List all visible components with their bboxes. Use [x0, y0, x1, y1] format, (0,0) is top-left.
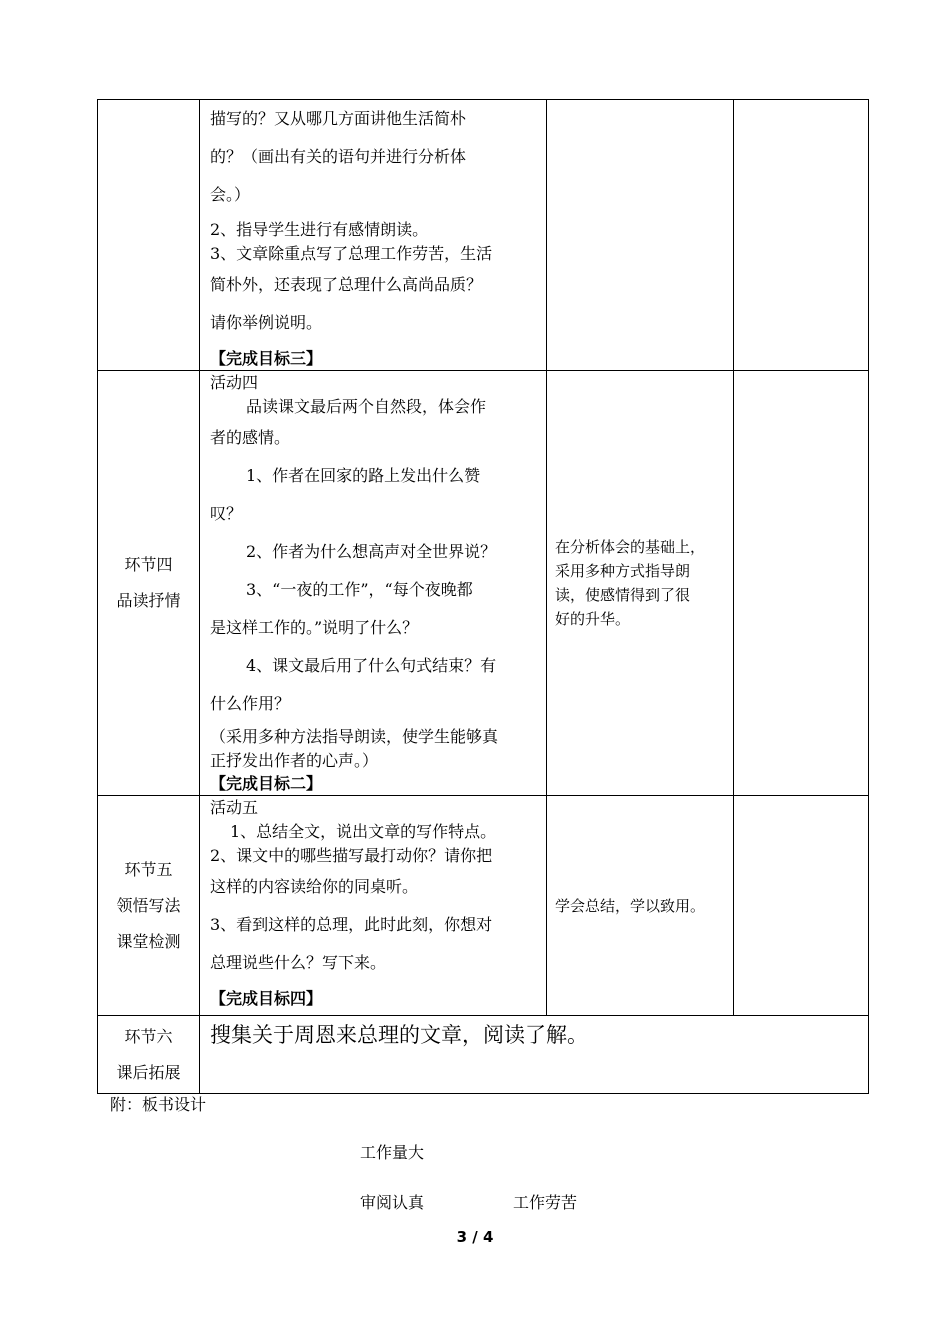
board-item: 工作劳苦 — [513, 1193, 578, 1212]
notes-cell — [547, 371, 734, 796]
stage-label: 环节四 — [124, 555, 173, 574]
text-line: 这样的内容读给你的同桌听。 — [210, 877, 419, 896]
stage-label: 课后拓展 — [116, 1062, 181, 1082]
note-line: 学会总结，学以致用。 — [555, 896, 706, 915]
activity-title: 活动四 — [210, 373, 259, 392]
note-line: 在分析体会的基础上， — [555, 538, 706, 556]
text-line: 2、作者为什么想高声对全世界说？ — [246, 542, 497, 561]
remarks-cell — [734, 796, 869, 1016]
text-line: 1、总结全文，说出文章的写作特点。 — [230, 822, 497, 841]
stage-label: 课堂检测 — [116, 931, 181, 951]
stage-cell — [98, 796, 200, 1016]
text-line: 请你举例说明。 — [210, 313, 323, 332]
extension-text: 搜集关于周恩来总理的文章，阅读了解。 — [210, 1023, 588, 1047]
appendix-title: 附：板书设计 — [110, 1095, 207, 1114]
stage-label: 品读抒情 — [116, 591, 181, 610]
text-line: 总理说些什么？写下来。 — [210, 953, 387, 972]
goal-label: 【完成目标三】 — [210, 349, 323, 368]
remarks-cell — [734, 371, 869, 796]
remarks-cell — [734, 100, 869, 371]
stage-label: 领悟写法 — [116, 895, 181, 915]
text-line: 描写的？又从哪几方面讲他生活简朴 — [210, 109, 467, 128]
activity-title: 活动五 — [210, 798, 259, 817]
text-line: 3、“一夜的工作”，“每个夜晚都 — [246, 580, 473, 599]
text-line: 叹？ — [210, 504, 243, 523]
extension-cell — [200, 1016, 869, 1094]
table-row — [98, 100, 869, 371]
stage-cell — [98, 100, 200, 371]
text-line: 简朴外，还表现了总理什么高尚品质？ — [210, 275, 483, 294]
text-line: 的？（画出有关的语句并进行分析体 — [210, 147, 467, 166]
text-line: 3、看到这样的总理，此时此刻，你想对 — [210, 915, 493, 934]
activity-cell — [200, 100, 547, 371]
text-line: 是这样工作的。”说明了什么？ — [210, 618, 419, 637]
page-number: 3 / 4 — [456, 1228, 494, 1246]
text-line: 会。） — [210, 185, 251, 204]
text-line: 2、课文中的哪些描写最打动你？请你把 — [210, 846, 493, 865]
board-item: 工作量大 — [360, 1143, 425, 1162]
note-line: 采用多种方式指导朗 — [555, 562, 691, 580]
text-line: 品读课文最后两个自然段，体会作 — [246, 397, 487, 416]
goal-label: 【完成目标二】 — [210, 774, 323, 793]
activity-cell — [200, 796, 547, 1016]
text-line: 2、指导学生进行有感情朗读。 — [210, 220, 429, 239]
text-line: 什么作用？ — [210, 694, 291, 713]
table-row — [98, 1016, 869, 1094]
stage-label: 环节六 — [124, 1026, 173, 1046]
notes-cell — [547, 100, 734, 371]
board-item: 审阅认真 — [360, 1193, 425, 1212]
note-line: 读，使感情得到了很 — [555, 586, 691, 604]
text-line: 1、作者在回家的路上发出什么赞 — [246, 466, 481, 485]
stage-cell — [98, 1016, 200, 1094]
stage-cell — [98, 371, 200, 796]
text-line: 3、文章除重点写了总理工作劳苦，生活 — [210, 244, 493, 263]
table-row — [98, 371, 869, 796]
text-line: 正抒发出作者的心声。） — [210, 751, 379, 770]
note-line: 好的升华。 — [555, 610, 631, 628]
text-line: （采用多种方法指导朗读，使学生能够真 — [210, 727, 499, 746]
goal-label: 【完成目标四】 — [210, 989, 323, 1008]
table-row — [98, 796, 869, 1016]
lesson-plan-table — [97, 99, 869, 1094]
stage-label: 环节五 — [124, 859, 173, 879]
text-line: 4、课文最后用了什么句式结束？有 — [246, 656, 497, 675]
activity-cell — [200, 371, 547, 796]
notes-cell — [547, 796, 734, 1016]
text-line: 者的感情。 — [210, 428, 291, 447]
